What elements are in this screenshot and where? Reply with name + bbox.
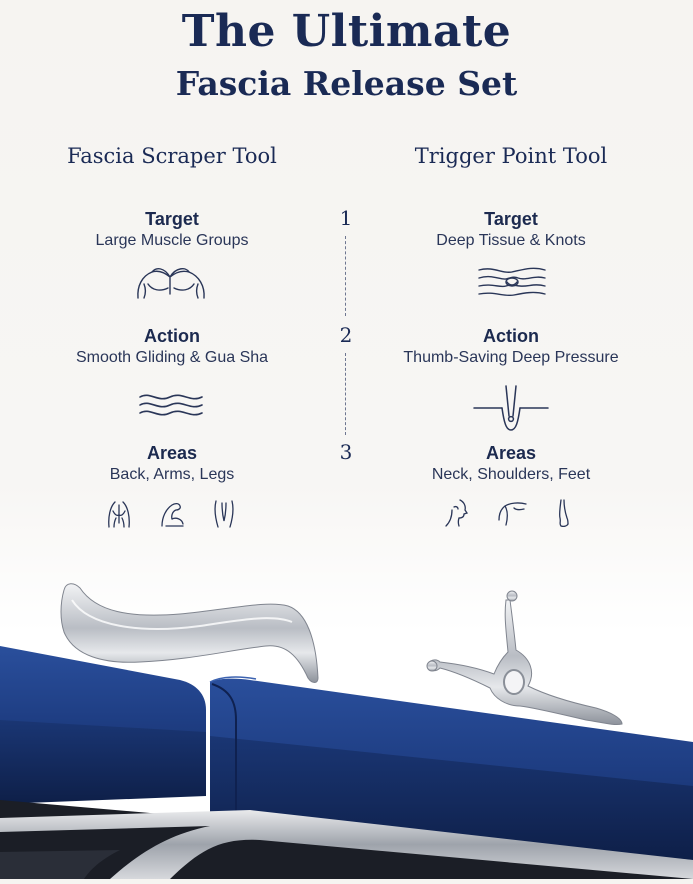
areas-value-right: Neck, Shoulders, Feet <box>431 466 591 483</box>
step-connector <box>345 236 346 316</box>
product-photo-scene <box>0 560 693 879</box>
step-number-3: 3 <box>339 440 353 464</box>
tissue-knot-icon <box>476 264 548 300</box>
page-subtitle: Fascia Release Set <box>175 64 518 103</box>
action-value-right: Thumb-Saving Deep Pressure <box>403 349 619 366</box>
target-label-right: Target <box>484 209 538 229</box>
step-number-1: 1 <box>339 206 353 230</box>
fascia-scraper-heading: Fascia Scraper Tool <box>67 144 277 168</box>
shoulder-icon <box>496 498 528 528</box>
target-value-left: Large Muscle Groups <box>95 232 249 249</box>
trigger-point-tool <box>427 591 622 725</box>
step-connector <box>345 353 346 435</box>
target-label-left: Target <box>145 209 199 229</box>
foot-icon <box>555 498 571 528</box>
action-value-left: Smooth Gliding & Gua Sha <box>75 349 269 366</box>
neck-icon <box>444 498 470 528</box>
trigger-point-heading: Trigger Point Tool <box>414 144 608 168</box>
wave-lines-icon <box>138 390 204 420</box>
action-label-left: Action <box>144 326 200 346</box>
pressure-point-icon <box>472 382 550 432</box>
legs-icon <box>212 499 236 529</box>
areas-label-left: Areas <box>146 443 198 463</box>
areas-value-left: Back, Arms, Legs <box>109 466 235 483</box>
arm-icon <box>158 499 186 529</box>
step-number-2: 2 <box>339 323 353 347</box>
target-value-right: Deep Tissue & Knots <box>436 232 586 249</box>
page-title: The Ultimate <box>181 6 512 57</box>
muscle-torso-icon <box>134 264 208 302</box>
back-icon <box>106 499 132 529</box>
areas-label-right: Areas <box>485 443 537 463</box>
action-label-right: Action <box>483 326 539 346</box>
